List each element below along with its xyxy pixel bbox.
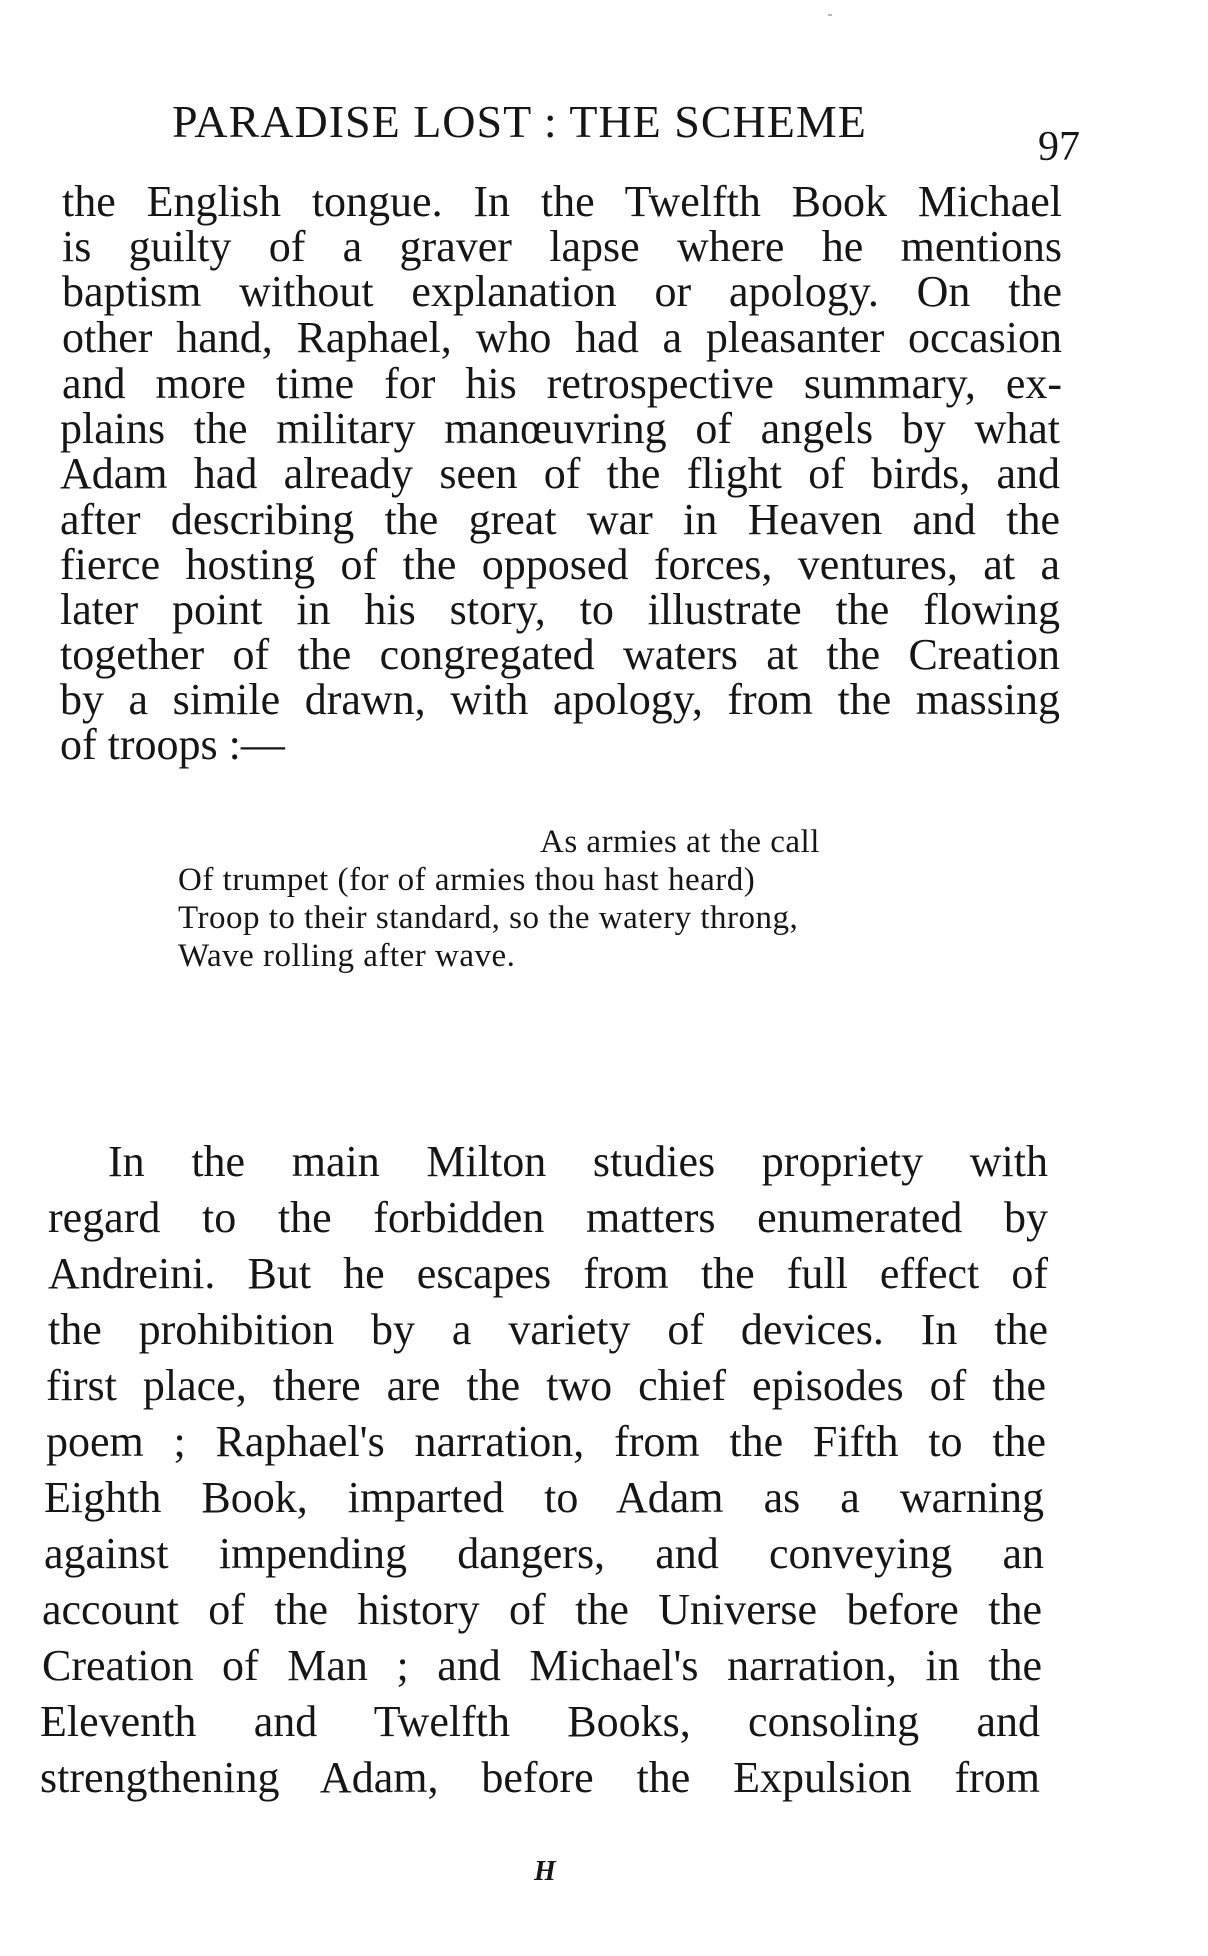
paper-speck — [828, 14, 832, 16]
running-head — [172, 95, 1080, 170]
text-line: by a simile drawn, with apology, from the massing — [60, 675, 1060, 724]
text-line: account of the history of the Universe before the — [42, 1585, 1042, 1634]
text-line: poem ; Raphael's narration, from the Fifth to the — [46, 1417, 1046, 1466]
verse-line: Troop to their standard, so the watery throng, — [178, 900, 799, 936]
text-line: other hand, Raphael, who had a pleasanter occasion — [62, 313, 1062, 362]
text-line: baptism without explanation or apology. On the — [62, 267, 1062, 316]
page-number: 97 — [1038, 124, 1080, 170]
text-line: Eighth Book, imparted to Adam as a warning — [44, 1473, 1044, 1522]
text-line: together of the congregated waters at the Creation — [60, 630, 1060, 679]
verse-line: Wave rolling after wave. — [178, 938, 516, 974]
text-line: strengthening Adam, before the Expulsion from — [40, 1753, 1040, 1802]
text-line: Adam had already seen of the flight of birds, and — [60, 449, 1060, 498]
text-line: In the main Milton studies propriety with — [108, 1137, 1048, 1186]
text-line: plains the military manœuvring of angels by what — [60, 404, 1060, 453]
text-line: of troops :— — [60, 720, 285, 769]
text-line: fierce hosting of the opposed forces, ventures, at a — [60, 540, 1060, 589]
verse-line: As armies at the call — [540, 824, 820, 860]
text-line: Eleventh and Twelfth Books, consoling and — [40, 1697, 1040, 1746]
text-line: is guilty of a graver lapse where he mentions — [62, 222, 1062, 271]
text-line: against impending dangers, and conveying an — [44, 1529, 1044, 1578]
verse-line: Of trumpet (for of armies thou hast heard) — [178, 862, 756, 898]
text-line: first place, there are the two chief episodes of the — [46, 1361, 1046, 1410]
text-line: after describing the great war in Heaven and the — [60, 495, 1060, 544]
text-line: the English tongue. In the Twelfth Book Michael — [62, 177, 1062, 226]
running-title: PARADISE LOST : THE SCHEME — [172, 96, 867, 147]
text-line: Creation of Man ; and Michael's narration, in the — [42, 1641, 1042, 1690]
signature-mark: H — [534, 1856, 556, 1887]
text-line: Andreini. But he escapes from the full effect of — [48, 1249, 1048, 1298]
text-line: and more time for his retrospective summary, ex- — [62, 359, 1062, 408]
text-line: regard to the forbidden matters enumerated by — [48, 1193, 1048, 1242]
text-line: later point in his story, to illustrate the flowing — [60, 585, 1060, 634]
text-line: the prohibition by a variety of devices. In the — [48, 1305, 1048, 1354]
